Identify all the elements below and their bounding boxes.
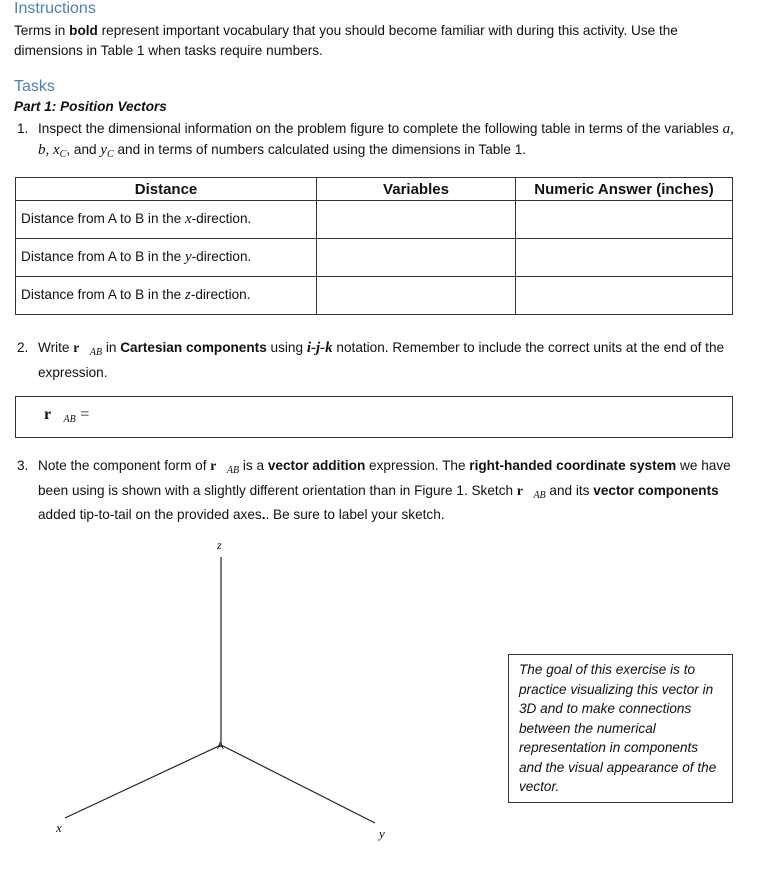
z-label: z <box>217 538 222 552</box>
numeric-cell[interactable] <box>516 239 733 277</box>
answer-box[interactable]: $r⃗_{AB}$ = <box>15 396 733 438</box>
y-label: y <box>379 826 385 841</box>
question-1: 1. Inspect the dimensional information on the problem figure to complete the following table in terms of the variables a, b, $x_C$, and $y_C$ and in terms of numbers calculated using the dimensions in Table 1. <box>17 121 734 160</box>
x-axis <box>65 745 221 818</box>
header-distance: Distance <box>16 178 317 201</box>
coordinate-axes[interactable] <box>0 530 500 860</box>
table-row: Distance from A to B in the z-direction. <box>16 277 733 315</box>
distance-table <box>15 177 733 315</box>
variables-cell[interactable] <box>317 201 516 239</box>
instructions-text: Terms in bold represent important vocabulary that you should become familiar with during this activity. Use the dimensions in Table 1 when tasks require numbers. <box>14 23 678 58</box>
question-2: 2. Write $r⃗_{AB}$ in Cartesian components using i-j-k notation. Remember to include the correct units at the end of the expression. <box>17 340 725 380</box>
y-axis <box>221 745 375 823</box>
question-3: 3. Note the component form of $r⃗_{AB}$ is a vector addition expression. The right-handed coordinate system we have been using is shown with a slightly different orientation than in Figure 1. Sketch $r⃗_{AB}$ and its vector components added tip-to-tail on the provided axes.. Be sure to label your sketch. <box>17 458 731 522</box>
instructions-heading: Instructions <box>14 0 96 17</box>
variables-cell[interactable] <box>317 277 516 315</box>
note-box: The goal of this exercise is to practice visualizing this vector in 3D and to make connections between the numerical representation in components and the visual appearance of the vector. <box>508 654 733 803</box>
header-numeric: Numeric Answer (inches) <box>516 178 733 201</box>
table-row: Distance from A to B in the x-direction. <box>16 201 733 239</box>
variables-cell[interactable] <box>317 239 516 277</box>
x-label: x <box>56 820 62 835</box>
table-row: Distance from A to B in the y-direction. <box>16 239 733 277</box>
part-heading: Part 1: Position Vectors <box>14 99 167 114</box>
tasks-heading: Tasks <box>14 78 55 95</box>
numeric-cell[interactable] <box>516 201 733 239</box>
numeric-cell[interactable] <box>516 277 733 315</box>
header-variables: Variables <box>317 178 516 201</box>
origin-label: A <box>217 741 224 752</box>
